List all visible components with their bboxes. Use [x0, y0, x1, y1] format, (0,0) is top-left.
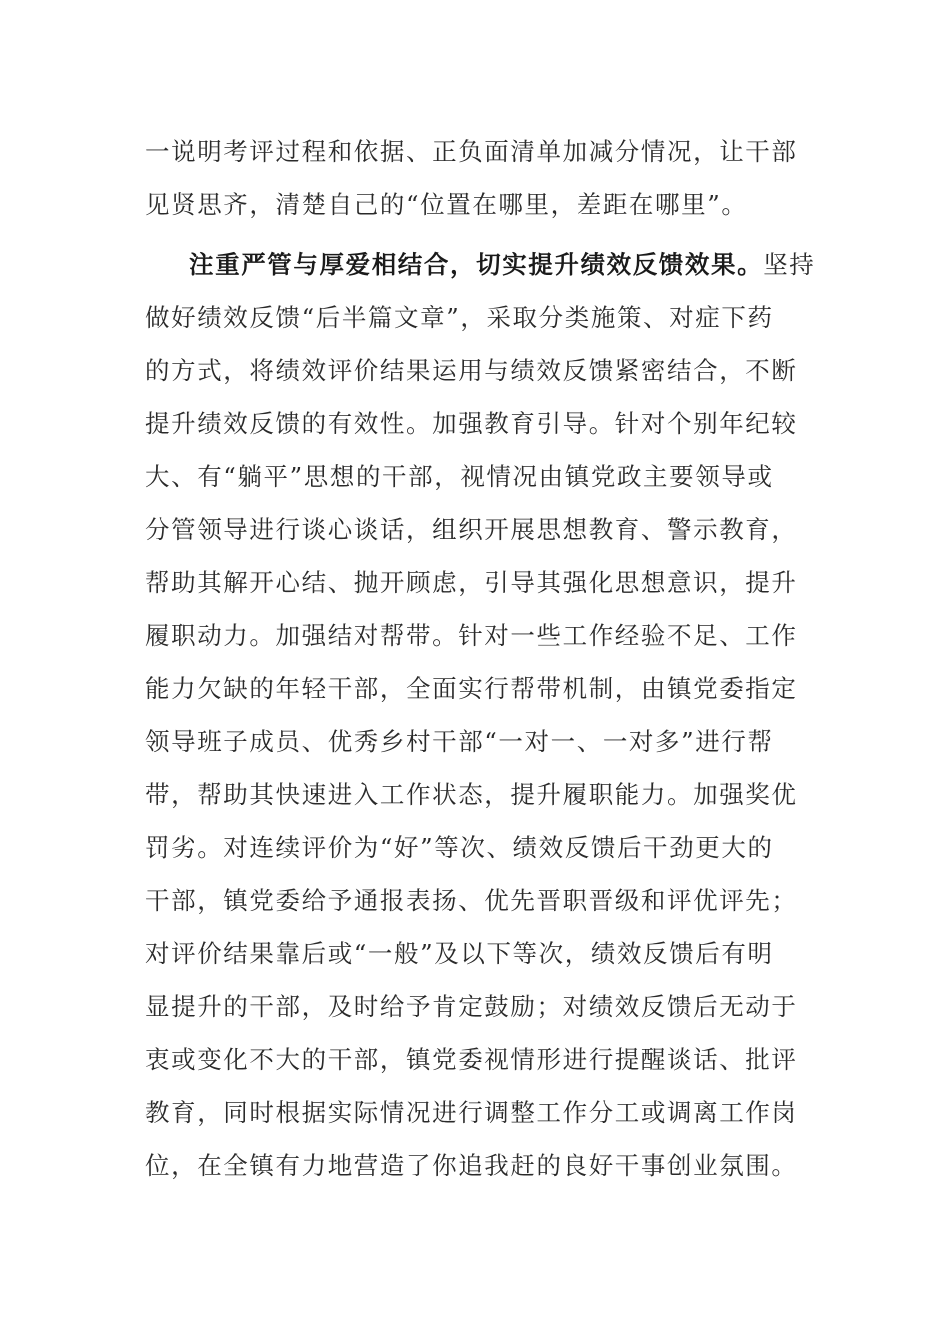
paragraph-first-line	[145, 238, 816, 291]
paragraph-line: 履职动力。加强结对帮带。针对一些工作经验不足、工作	[145, 621, 798, 650]
paragraph-line: 提升绩效反馈的有效性。加强教育引导。针对个别年纪较	[145, 409, 798, 438]
paragraph-line: 对评价结果靠后或“一般”及以下等次，绩效反馈后有明	[145, 939, 774, 968]
paragraph-line: 帮助其解开心结、抛开顾虑，引导其强化思想意识，提升	[145, 568, 798, 597]
paragraph-line: 做好绩效反馈“后半篇文章”，采取分类施策、对症下药	[145, 303, 774, 332]
paragraph-first-line-rest: 坚持	[763, 250, 816, 279]
paragraph-line: 一说明考评过程和依据、正负面清单加减分情况，让干部	[145, 137, 798, 166]
paragraph-heading: 注重严管与厚爱相结合，切实提升绩效反馈效果。	[189, 250, 764, 279]
paragraph-line: 带，帮助其快速进入工作状态，提升履职能力。加强奖优	[145, 780, 798, 809]
paragraph-line: 衷或变化不大的干部，镇党委视情形进行提醒谈话、批评	[145, 1045, 798, 1074]
paragraph-line: 位，在全镇有力地营造了你追我赶的良好干事创业氛围。	[145, 1151, 798, 1180]
paragraph-line: 领导班子成员、优秀乡村干部“一对一、一对多”进行帮	[145, 727, 774, 756]
paragraph-line: 显提升的干部，及时给予肯定鼓励；对绩效反馈后无动于	[145, 992, 798, 1021]
paragraph-line: 罚劣。对连续评价为“好”等次、绩效反馈后干劲更大的	[145, 833, 774, 862]
paragraph-performance-feedback	[145, 238, 816, 1192]
paragraph-line: 分管领导进行谈心谈话，组织开展思想教育、警示教育，	[145, 515, 798, 544]
paragraph-line: 干部，镇党委给予通报表扬、优先晋职晋级和评优评先；	[145, 886, 798, 915]
paragraph-line: 大、有“躺平”思想的干部，视情况由镇党政主要领导或	[145, 462, 774, 491]
paragraph-line: 见贤思齐，清楚自己的“位置在哪里，差距在哪里”。	[145, 190, 748, 219]
paragraph-line: 教育，同时根据实际情况进行调整工作分工或调离工作岗	[145, 1098, 798, 1127]
paragraph-line: 的方式，将绩效评价结果运用与绩效反馈紧密结合，不断	[145, 356, 798, 385]
paragraph-continuation	[145, 125, 807, 231]
paragraph-line: 能力欠缺的年轻干部，全面实行帮带机制，由镇党委指定	[145, 674, 798, 703]
